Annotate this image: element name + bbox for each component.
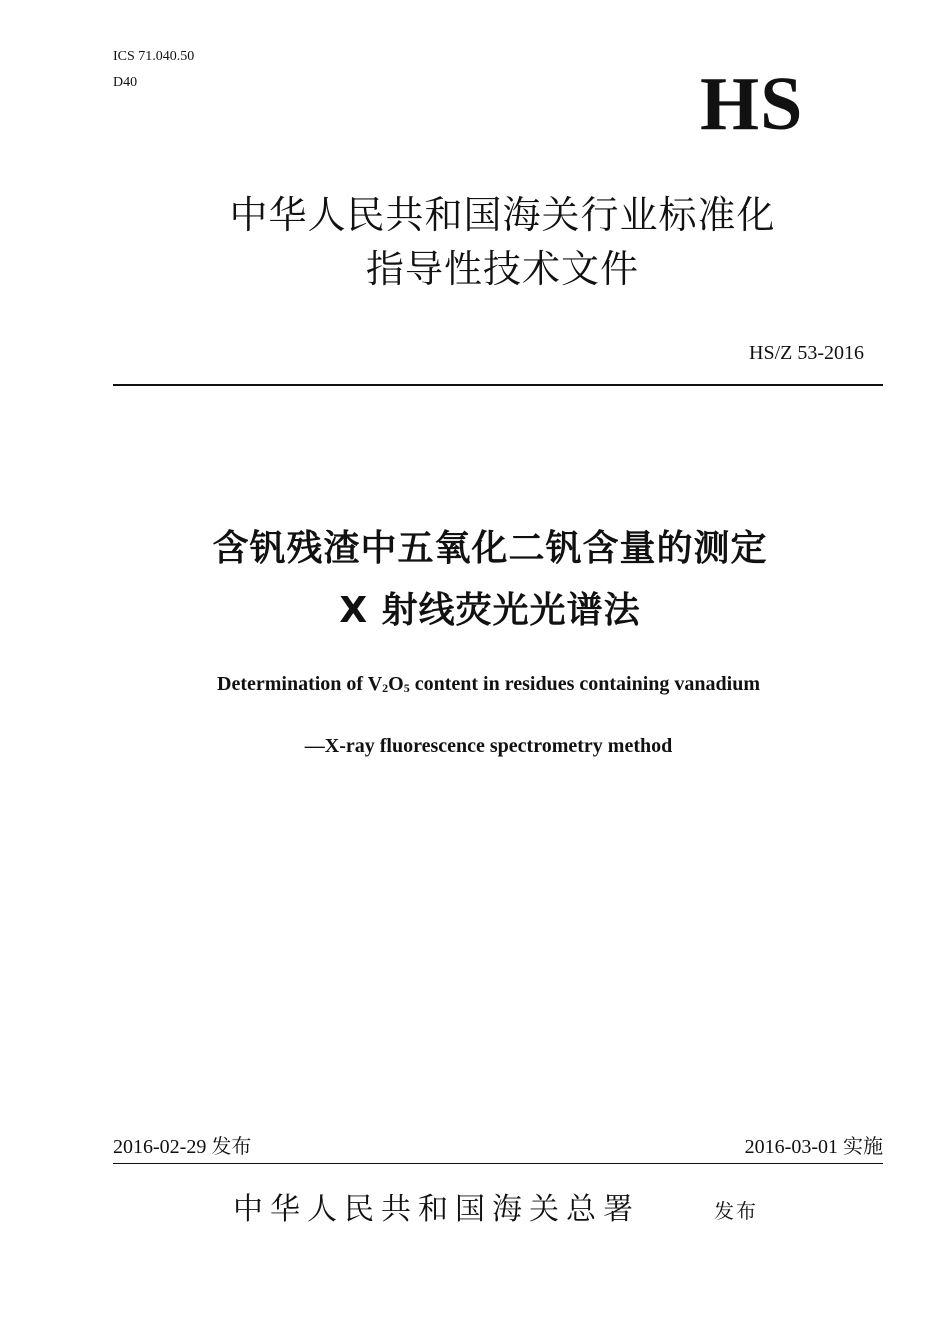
issuer-name: 中华人民共和国海关总署 <box>233 1192 640 1227</box>
document-title-en-line-2: —X-ray fluorescence spectrometry method <box>304 735 673 757</box>
document-title-zh-line-1: 含钒残渣中五氧化二钒含量的测定 <box>212 528 768 569</box>
standard-type-line-1: 中华人民共和国海关行业标准化 <box>229 193 776 237</box>
title-en-prefix: Determination of V <box>217 673 383 695</box>
title-en-mid: O <box>388 673 404 695</box>
title-en-subscript-1: 2 <box>382 681 389 695</box>
title-en-subscript-2: 5 <box>403 681 410 695</box>
standard-number: HS/Z 53-2016 <box>749 342 864 364</box>
standard-type-line-2: 指导性技术文件 <box>365 247 639 291</box>
bottom-divider <box>113 1163 883 1164</box>
document-title-en-line-1 <box>0 671 950 697</box>
implementation-date: 2016-03-01 实施 <box>744 1136 883 1158</box>
top-divider <box>113 384 883 386</box>
document-title-zh-line-2: X 射线荧光光谱法 <box>339 590 641 631</box>
ics-code: ICS 71.040.50 <box>113 49 195 64</box>
issue-date: 2016-02-29 发布 <box>113 1136 252 1158</box>
issuer-action: 发布 <box>714 1199 758 1223</box>
ccs-code: D40 <box>113 75 138 90</box>
hs-logo: HS <box>700 62 804 146</box>
title-en-suffix: content in residues containing vanadium <box>409 673 760 695</box>
